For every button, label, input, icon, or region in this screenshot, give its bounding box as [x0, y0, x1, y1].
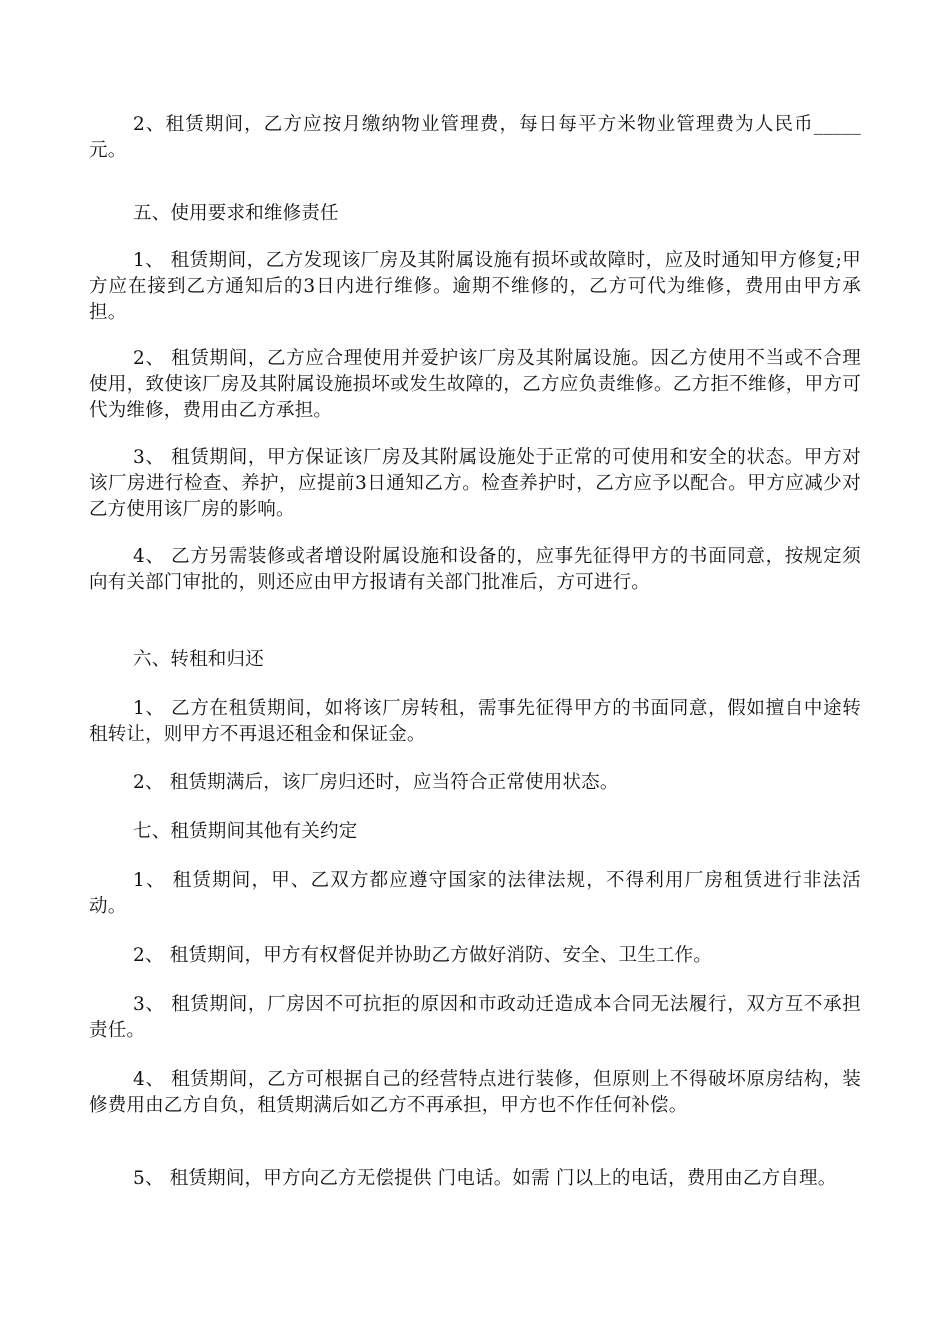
section-heading-5: 五、使用要求和维修责任: [133, 203, 339, 224]
paragraph-7-1: 1、 租赁期间，甲、乙双方都应遵守国家的法律法规，不得利用厂房租赁进行非法活动。: [89, 870, 861, 917]
paragraph-5-1: 1、 租赁期间，乙方发现该厂房及其附属设施有损坏或故障时，应及时通知甲方修复;甲方应在接到乙方通知后的3日内进行维修。逾期不维修的，乙方可代为维修，费用由甲方承担。: [89, 250, 861, 323]
paragraph-7-2: 2、 租赁期间，甲方有权督促并协助乙方做好消防、安全、卫生工作。: [133, 945, 713, 966]
paragraph-7-5: 5、 租赁期间，甲方向乙方无偿提供 门电话。如需 门以上的电话，费用由乙方自理。: [133, 1168, 837, 1189]
paragraph-6-1: 1、 乙方在租赁期间，如将该厂房转租，需事先征得甲方的书面同意，假如擅自中途转租转让，则甲方不再退还租金和保证金。: [89, 698, 861, 745]
paragraph-property-fee: 2、租赁期间，乙方应按月缴纳物业管理费，每日每平方米物业管理费为人民币_____元。: [89, 114, 861, 161]
section-heading-7: 七、租赁期间其他有关约定: [133, 821, 358, 842]
section-heading-6: 六、转租和归还: [133, 649, 264, 670]
paragraph-5-4: 4、 乙方另需装修或者增设附属设施和设备的，应事先征得甲方的书面同意，按规定须向有关部门审批的，则还应由甲方报请有关部门批准后，方可进行。: [89, 546, 861, 593]
paragraph-7-4: 4、 租赁期间，乙方可根据自己的经营特点进行装修，但原则上不得破坏原房结构，装修费用由乙方自负，租赁期满后如乙方不再承担，甲方也不作任何补偿。: [89, 1069, 861, 1116]
paragraph-7-3: 3、 租赁期间，厂房因不可抗拒的原因和市政动迁造成本合同无法履行，双方互不承担责任。: [89, 994, 861, 1041]
paragraph-5-3: 3、 租赁期间，甲方保证该厂房及其附属设施处于正常的可使用和安全的状态。甲方对该厂房进行检查、养护，应提前3日通知乙方。检查养护时，乙方应予以配合。甲方应减少对乙方使用该厂房的影响。: [89, 447, 861, 520]
paragraph-6-2: 2、 租赁期满后，该厂房归还时，应当符合正常使用状态。: [133, 772, 619, 793]
paragraph-5-2: 2、 租赁期间，乙方应合理使用并爱护该厂房及其附属设施。因乙方使用不当或不合理使用，致使该厂房及其附属设施损坏或发生故障的，乙方应负责维修。乙方拒不维修，甲方可代为维修，费用由乙方承担。: [89, 348, 861, 421]
